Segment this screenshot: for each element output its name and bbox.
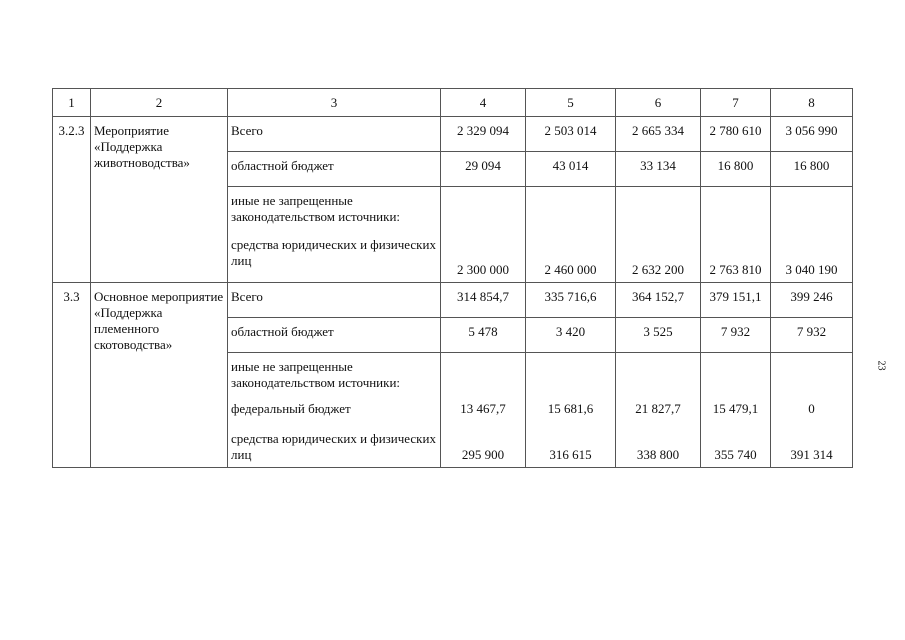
value-cell: 316 615 xyxy=(549,447,592,462)
value-cell: 29 094 xyxy=(441,152,526,187)
row-label: областной бюджет xyxy=(228,152,441,187)
header-row xyxy=(53,89,853,117)
value-cell: 7 932 xyxy=(701,318,771,353)
value-cell: 335 716,6 xyxy=(526,283,616,318)
value-cell: 43 014 xyxy=(526,152,616,187)
value-cell: 2 503 014 xyxy=(526,117,616,152)
value-cell: 5 478 xyxy=(441,318,526,353)
value-cell: 33 134 xyxy=(616,152,701,187)
value-cell: 15 681,6 xyxy=(547,401,594,416)
value-cell: 295 900 xyxy=(461,447,505,462)
row-label xyxy=(228,187,441,283)
value-cell: 2 460 000 xyxy=(526,187,616,283)
value-cell: 2 780 610 xyxy=(701,117,771,152)
value-pair xyxy=(616,353,701,468)
value-cell: 3 040 190 xyxy=(771,187,853,283)
value-cell: 16 800 xyxy=(701,152,771,187)
header-cell: 4 xyxy=(441,89,526,117)
value-cell: 15 479,1 xyxy=(712,401,759,416)
item-index: 3.3 xyxy=(53,283,91,468)
value-cell: 3 420 xyxy=(526,318,616,353)
sources-heading: иные не запрещенные законодательством источники: xyxy=(231,193,401,224)
value-cell: 338 800 xyxy=(636,447,680,462)
row-label: областной бюджет xyxy=(228,318,441,353)
header-cell: 7 xyxy=(701,89,771,117)
value-cell: 364 152,7 xyxy=(616,283,701,318)
value-cell: 379 151,1 xyxy=(701,283,771,318)
value-cell: 3 525 xyxy=(616,318,701,353)
page-number: 23 xyxy=(875,360,887,371)
value-cell: 399 246 xyxy=(771,283,853,318)
value-cell: 2 632 200 xyxy=(616,187,701,283)
value-cell: 3 056 990 xyxy=(771,117,853,152)
header-cell: 8 xyxy=(771,89,853,117)
table-row xyxy=(53,283,853,318)
row-label xyxy=(228,353,441,468)
header-cell: 1 xyxy=(53,89,91,117)
value-cell: 21 827,7 xyxy=(635,401,681,416)
sources-label: средства юридических и физических лиц xyxy=(231,237,436,268)
item-index: 3.2.3 xyxy=(53,117,91,283)
header-cell: 3 xyxy=(228,89,441,117)
value-cell: 2 763 810 xyxy=(701,187,771,283)
value-cell: 2 665 334 xyxy=(616,117,701,152)
value-cell: 16 800 xyxy=(771,152,853,187)
value-cell: 13 467,7 xyxy=(460,401,506,416)
value-pair xyxy=(526,353,616,468)
budget-table xyxy=(52,88,853,468)
sources-heading: иные не запрещенные законодательством источники: xyxy=(231,359,401,390)
value-cell: 0 xyxy=(808,401,815,416)
value-cell: 7 932 xyxy=(771,318,853,353)
item-name: Основное мероприятие «Поддержка племенного скотоводства» xyxy=(91,283,228,468)
item-name: Мероприятие «Поддержка животноводства» xyxy=(91,117,228,283)
value-cell: 2 300 000 xyxy=(441,187,526,283)
table-row xyxy=(53,117,853,152)
value-pair xyxy=(771,353,853,468)
header-cell: 6 xyxy=(616,89,701,117)
value-cell: 2 329 094 xyxy=(441,117,526,152)
header-cell: 2 xyxy=(91,89,228,117)
value-cell: 314 854,7 xyxy=(441,283,526,318)
header-cell: 5 xyxy=(526,89,616,117)
value-pair xyxy=(701,353,771,468)
value-pair xyxy=(441,353,526,468)
row-label: Всего xyxy=(228,117,441,152)
value-cell: 391 314 xyxy=(790,447,833,462)
sources-label: средства юридических и физических лиц xyxy=(231,431,436,462)
federal-label: федеральный бюджет xyxy=(231,401,351,416)
row-label: Всего xyxy=(228,283,441,318)
value-cell: 355 740 xyxy=(714,447,757,462)
